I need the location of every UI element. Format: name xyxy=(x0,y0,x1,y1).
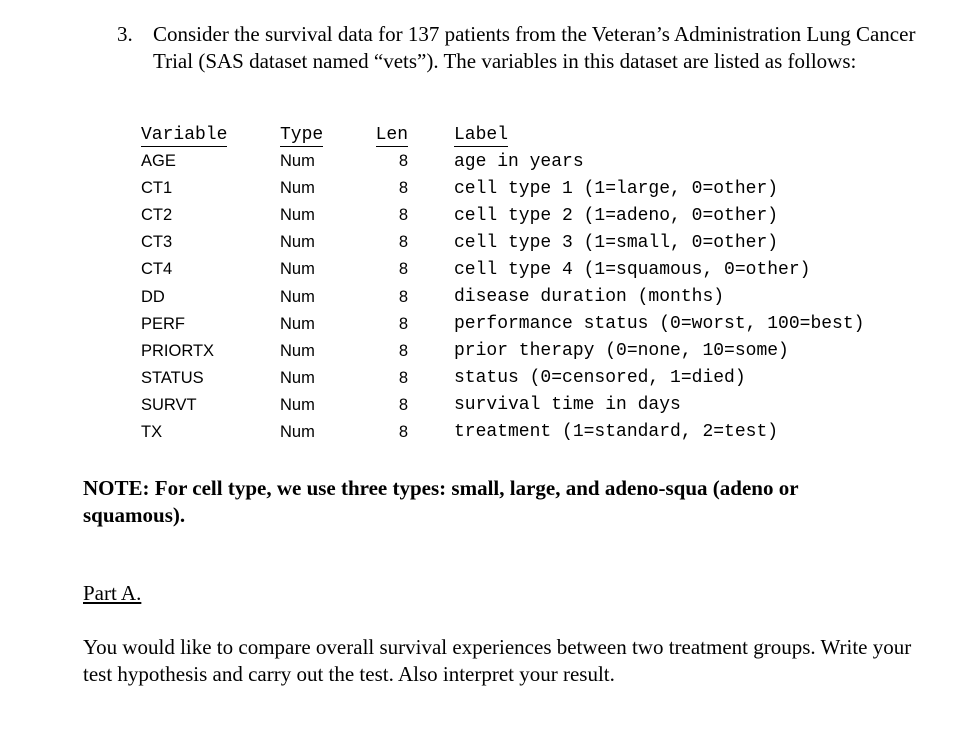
cell-label: age in years xyxy=(454,151,584,172)
header-gap xyxy=(408,122,454,148)
table-row xyxy=(141,338,864,365)
cell-variable: CT4 xyxy=(141,260,173,279)
table-row xyxy=(141,202,864,229)
table-row xyxy=(141,392,864,419)
cell-variable: CT2 xyxy=(141,206,173,225)
cell-gap xyxy=(408,202,454,229)
cell-label: cell type 4 (1=squamous, 0=other) xyxy=(454,259,811,280)
cell-len: 8 xyxy=(398,395,408,414)
cell-len: 8 xyxy=(398,287,408,306)
cell-type: Num xyxy=(280,368,315,387)
cell-type: Num xyxy=(280,314,315,333)
cell-variable: SURVT xyxy=(141,395,197,414)
cell-variable: PRIORTX xyxy=(141,341,215,360)
question-block xyxy=(117,21,917,75)
question-number: 3. xyxy=(117,22,133,46)
table-row xyxy=(141,148,864,175)
cell-variable: STATUS xyxy=(141,368,204,387)
table-row xyxy=(141,365,864,392)
part-text: You would like to compare overall survival experiences between two treatment groups. Write your test hypothesis and carry out the test. Also interpret your result. xyxy=(83,635,912,686)
cell-type: Num xyxy=(280,422,315,441)
cell-label: status (0=censored, 1=died) xyxy=(454,368,746,389)
cell-type: Num xyxy=(280,152,315,171)
cell-len: 8 xyxy=(398,422,408,441)
table-row xyxy=(141,283,864,310)
cell-gap xyxy=(408,175,454,202)
cell-gap xyxy=(408,256,454,283)
cell-label: cell type 3 (1=small, 0=other) xyxy=(454,232,779,253)
cell-label: treatment (1=standard, 2=test) xyxy=(454,422,779,443)
cell-len: 8 xyxy=(398,206,408,225)
cell-gap xyxy=(408,229,454,256)
cell-gap xyxy=(408,392,454,419)
cell-gap xyxy=(408,365,454,392)
cell-variable: PERF xyxy=(141,314,186,333)
cell-type: Num xyxy=(280,260,315,279)
cell-gap xyxy=(408,283,454,310)
cell-variable: DD xyxy=(141,287,165,306)
cell-len: 8 xyxy=(398,152,408,171)
header-len: Len xyxy=(375,125,408,145)
cell-len: 8 xyxy=(398,314,408,333)
cell-type: Num xyxy=(280,233,315,252)
header-label: Label xyxy=(454,125,509,145)
table-row xyxy=(141,419,864,446)
cell-type: Num xyxy=(280,179,315,198)
table-row xyxy=(141,256,864,283)
cell-variable: TX xyxy=(141,422,163,441)
header-type: Type xyxy=(280,125,324,145)
cell-len: 8 xyxy=(398,368,408,387)
cell-gap xyxy=(408,419,454,446)
cell-label: performance status (0=worst, 100=best) xyxy=(454,314,865,335)
cell-label: survival time in days xyxy=(454,395,681,416)
note-text: NOTE: For cell type, we use three types: small, large, and adeno-squa (adeno or squamous). xyxy=(83,476,799,527)
cell-label: disease duration (months) xyxy=(454,287,725,308)
cell-len: 8 xyxy=(398,341,408,360)
cell-type: Num xyxy=(280,341,315,360)
cell-gap xyxy=(408,311,454,338)
cell-variable: CT3 xyxy=(141,233,173,252)
table-row xyxy=(141,311,864,338)
part-title: Part A. xyxy=(83,581,142,605)
cell-variable: AGE xyxy=(141,152,176,171)
cell-gap xyxy=(408,338,454,365)
variables-table xyxy=(141,122,864,446)
cell-len: 8 xyxy=(398,179,408,198)
cell-gap xyxy=(408,148,454,175)
cell-len: 8 xyxy=(398,260,408,279)
cell-label: cell type 2 (1=adeno, 0=other) xyxy=(454,205,779,226)
table-row xyxy=(141,175,864,202)
header-variable: Variable xyxy=(141,125,228,145)
cell-type: Num xyxy=(280,395,315,414)
cell-variable: CT1 xyxy=(141,179,173,198)
cell-len: 8 xyxy=(398,233,408,252)
question-text: Consider the survival data for 137 patients from the Veteran’s Administration Lung Cancer Trial (SAS dataset named “vets”). The variables in this dataset are listed as follows: xyxy=(153,22,916,73)
cell-label: cell type 1 (1=large, 0=other) xyxy=(454,178,779,199)
cell-type: Num xyxy=(280,206,315,225)
cell-type: Num xyxy=(280,287,315,306)
cell-label: prior therapy (0=none, 10=some) xyxy=(454,341,789,362)
table-header-row xyxy=(141,122,864,148)
table-row xyxy=(141,229,864,256)
